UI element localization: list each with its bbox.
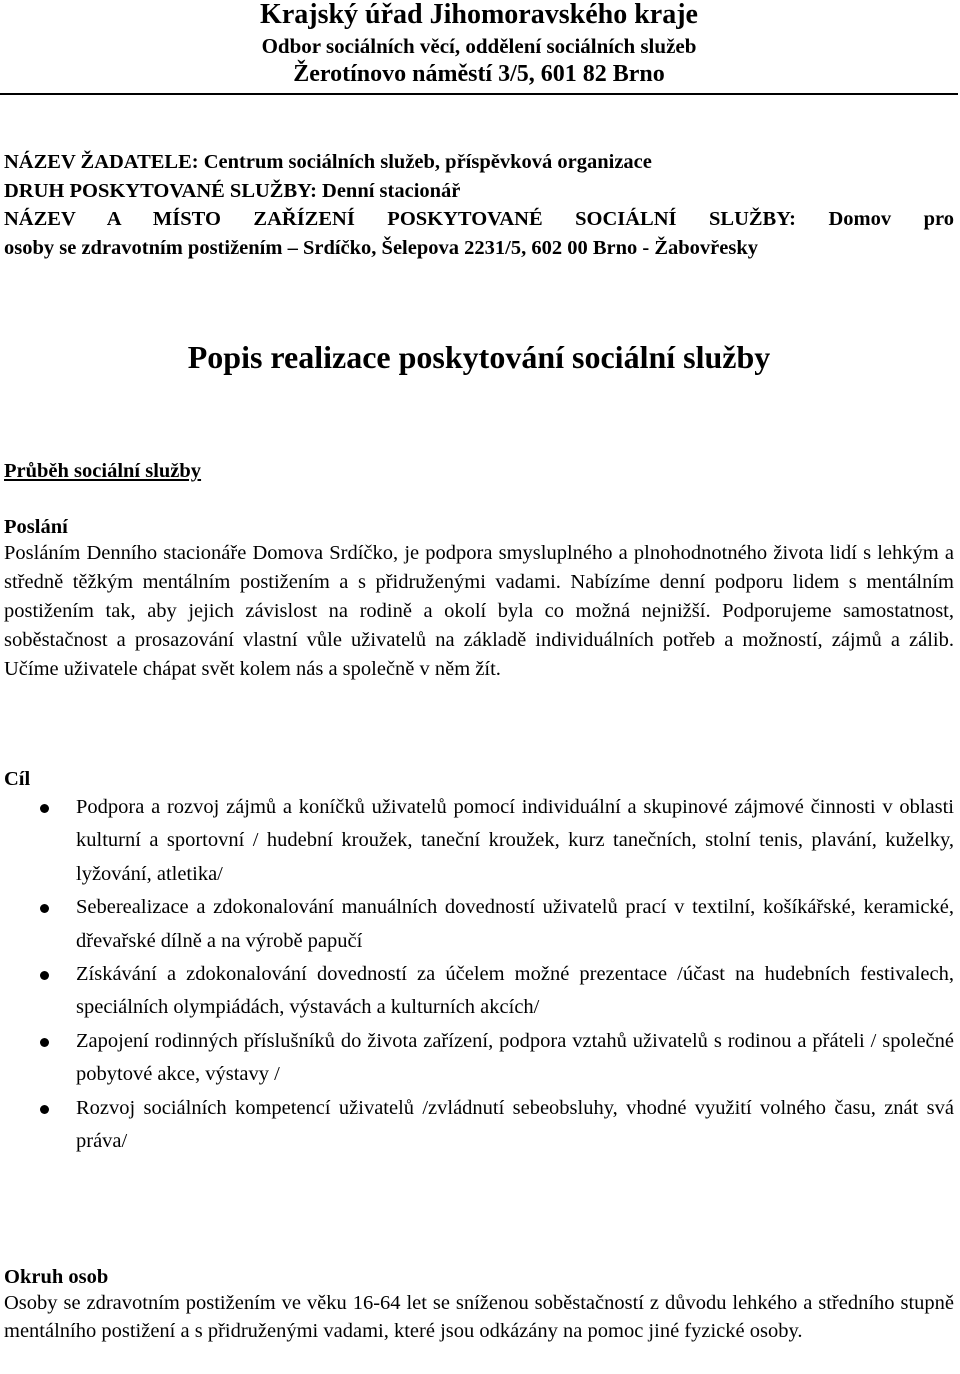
mission-text: Posláním Denního stacionáře Domova Srdíčko, je podpora smysluplného a plnohodnotného života lidí s lehkým a středně těžkým mentálním postižením a s přidruženými vadami. Nabízíme denní podporu lidem s mentálním postižením tak, aby jejich závislost na rodině a okolí byla co možná nejnižší. Podporujeme samostatnost, soběstačnost a prosazování vlastní vůle uživatelů na základě individuálních potřeb a možností, zájmů a zálib. Učíme uživatele chápat svět kolem nás a společně v něm žít.	[4, 542, 954, 680]
facility-name-line2: osoby se zdravotním postižením – Srdíčko, Šelepova 2231/5, 602 00 Brno - Žabovřesky	[4, 236, 758, 259]
bullet-icon	[40, 904, 49, 913]
bullet-icon	[40, 1038, 49, 1047]
mission-heading: Poslání	[4, 516, 68, 538]
header-divider	[0, 93, 958, 95]
clients-text: Osoby se zdravotním postižením ve věku 16-64 let se sníženou soběstačností z důvodu lehkého a středního stupně mentálního postižení a s přidruženými vadami, které jsou odkázány na pomoc jiné fyzické osoby.	[4, 1292, 954, 1342]
bullet-icon	[40, 1105, 49, 1114]
goal-heading: Cíl	[4, 768, 31, 790]
goal-item	[0, 891, 958, 958]
document-title: Popis realizace poskytování sociální služby	[187, 339, 771, 375]
goal-item	[0, 958, 958, 1025]
goal-text: Seberealizace a zdokonalování manuálních dovedností uživatelů prací v textilní, košíkářské, keramické, dřevařské dílně a na výrobě papučí	[76, 896, 954, 952]
goal-item	[0, 1092, 958, 1159]
goal-item	[0, 791, 958, 891]
service-type: DRUH POSKYTOVANÉ SLUŽBY: Denní stacionář	[4, 179, 461, 202]
office-title: Krajský úřad Jihomoravského kraje	[260, 0, 698, 30]
goal-item	[0, 1025, 958, 1092]
department-name: Odbor sociálních věcí, oddělení sociálních služeb	[261, 34, 697, 58]
goal-text: Rozvoj sociálních kompetencí uživatelů /zvládnutí sebeobsluhy, vhodné využití volného času, znát svá práva/	[76, 1096, 954, 1153]
bullet-icon	[40, 804, 49, 813]
bullet-icon	[40, 971, 49, 980]
goal-text: Podpora a rozvoj zájmů a koníčků uživatelů pomocí individuální a skupinové zájmové činnosti v oblasti kulturní a sportovní / hudební kroužek, taneční kroužek, kurz tanečních, stolní tenis, plavání, kuželky, lyžování, atletika/	[76, 796, 954, 885]
progress-heading: Průběh sociální služby	[4, 460, 202, 482]
goal-text: Získávání a zdokonalování dovedností za účelem možné prezentace /účast na hudebních festivalech, speciálních olympiádách, výstavách a kulturních akcích/	[76, 963, 954, 1019]
applicant-name: NÁZEV ŽADATELE: Centrum sociálních služeb, příspěvková organizace	[4, 151, 652, 173]
applicant-block	[4, 148, 954, 262]
goal-text: Zapojení rodinných příslušníků do života zařízení, podpora vztahů uživatelů s rodinou a přáteli / společné pobytové akce, výstavy /	[76, 1029, 954, 1086]
goals-list	[0, 791, 958, 1158]
office-address: Žerotínovo náměstí 3/5, 601 82 Brno	[293, 61, 665, 87]
clients-heading: Okruh osob	[4, 1266, 109, 1288]
facility-name-line1: NÁZEV A MÍSTO ZAŘÍZENÍ POSKYTOVANÉ SOCIÁLNÍ SLUŽBY: Domov pro	[4, 208, 954, 230]
